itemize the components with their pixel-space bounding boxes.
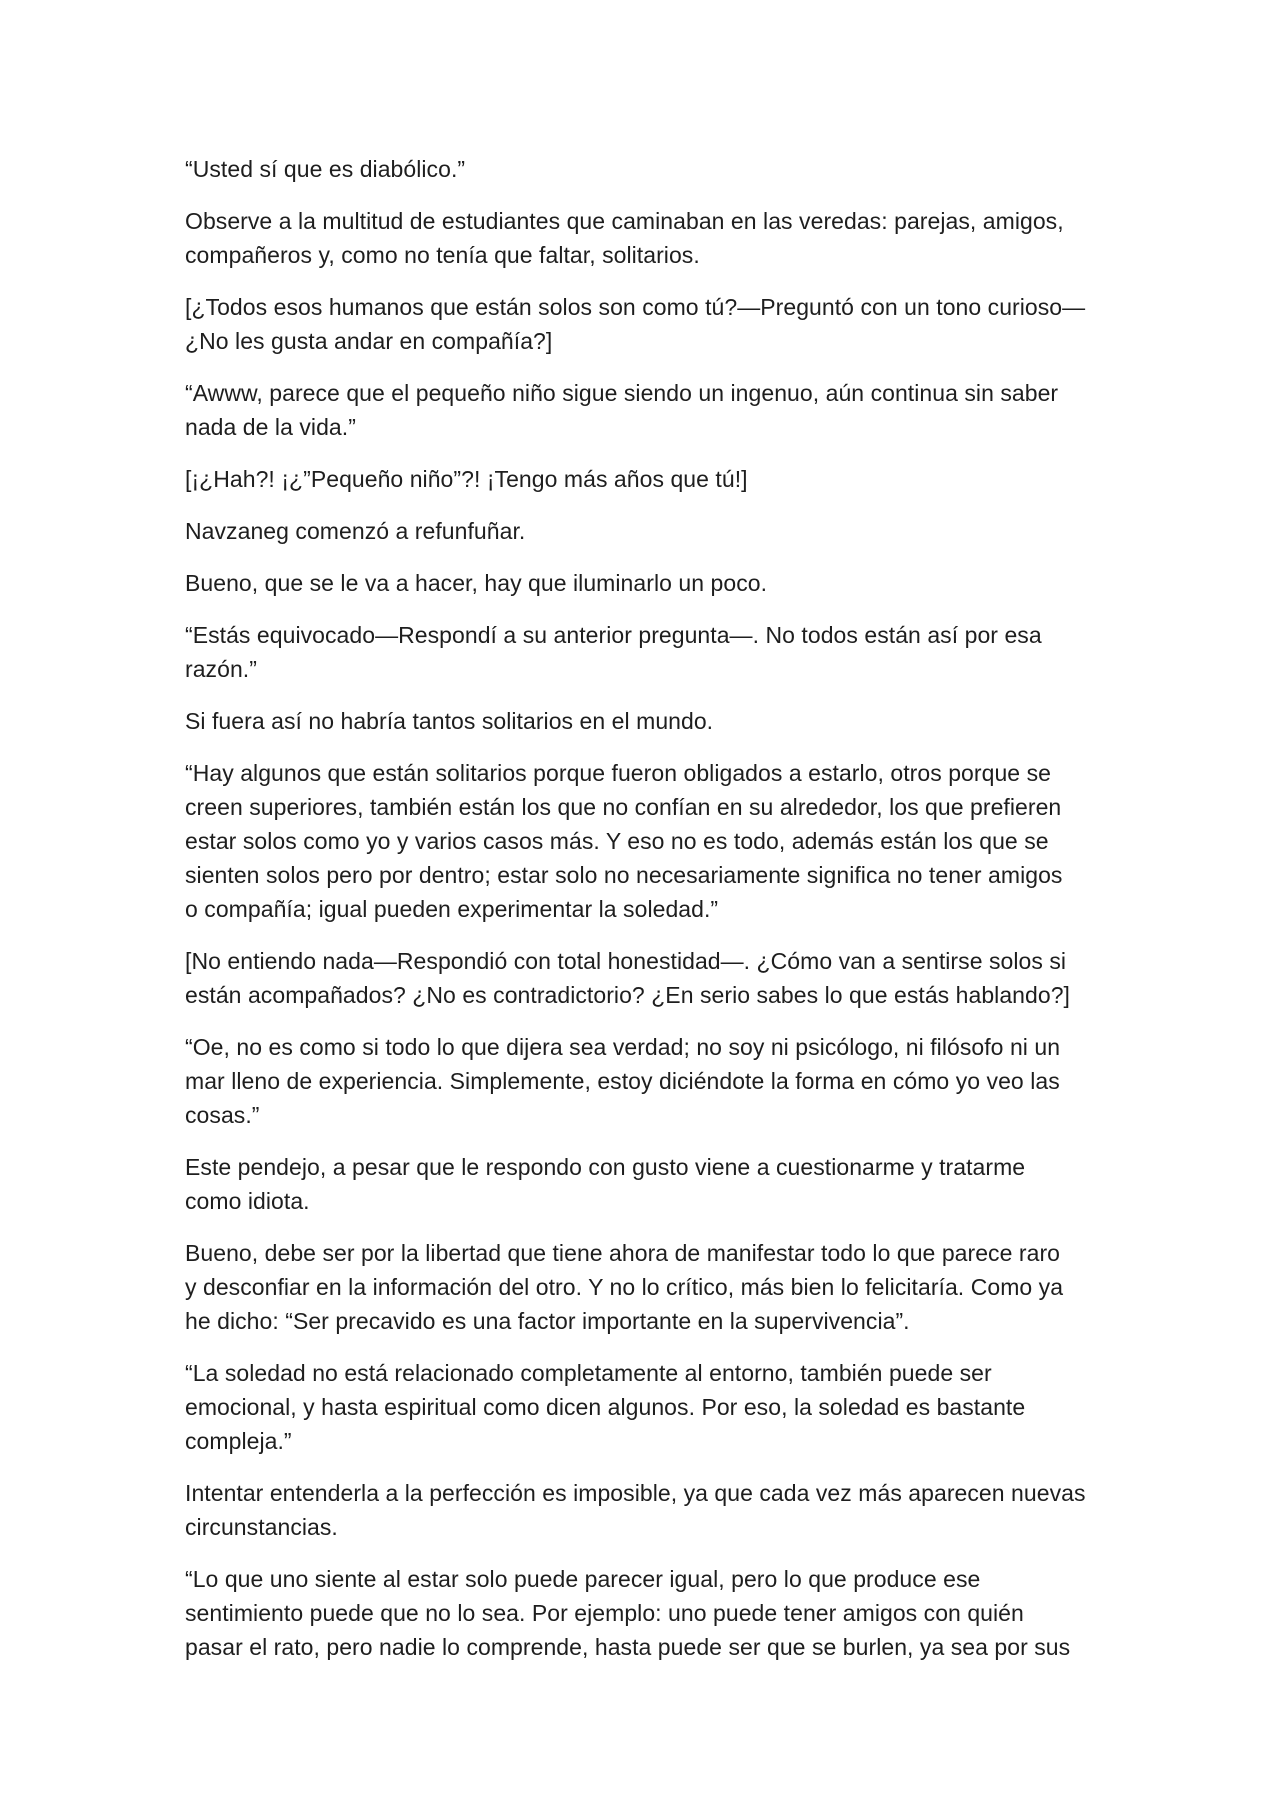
document-body	[185, 152, 1115, 1682]
paragraph: “La soledad no está relacionado completamente al entorno, también puede ser emocional, y hasta espiritual como dicen algunos. Por eso, la soledad es bastante compleja.”	[185, 1360, 1026, 1454]
paragraph: [No entiendo nada—Respondió con total honestidad—. ¿Cómo van a sentirse solos si están acompañados? ¿No es contradictorio? ¿En serio sabes lo que estás hablando?]	[185, 948, 1070, 1008]
paragraph: “Hay algunos que están solitarios porque fueron obligados a estarlo, otros porque se creen superiores, también están los que no confían en su alrededor, los que prefieren estar solos como yo y varios casos más. Y eso no es todo, además están los que se sienten solos pero por dentro; estar solo no necesariamente significa no tener amigos o compañía; igual pueden experimentar la soledad.”	[185, 760, 1063, 922]
paragraph: Bueno, debe ser por la libertad que tiene ahora de manifestar todo lo que parece raro y desconfiar en la información del otro. Y no lo crítico, más bien lo felicitaría. Como ya he dicho: “Ser precavido es una factor importante en la supervivencia”.	[185, 1240, 1064, 1334]
paragraph: [¡¿Hah?! ¡¿”Pequeño niño”?! ¡Tengo más años que tú!]	[185, 466, 748, 492]
paragraph: “Awww, parece que el pequeño niño sigue siendo un ingenuo, aún continua sin saber nada de la vida.”	[185, 380, 1059, 440]
paragraph: Intentar entenderla a la perfección es imposible, ya que cada vez más aparecen nuevas circunstancias.	[185, 1480, 1086, 1540]
paragraph: [¿Todos esos humanos que están solos son como tú?—Preguntó con un tono curioso— ¿No les gusta andar en compañía?]	[185, 294, 1086, 354]
paragraph: Bueno, que se le va a hacer, hay que iluminarlo un poco.	[185, 570, 768, 596]
paragraph: Este pendejo, a pesar que le respondo con gusto viene a cuestionarme y tratarme como idiota.	[185, 1154, 1026, 1214]
paragraph: Si fuera así no habría tantos solitarios en el mundo.	[185, 708, 714, 734]
paragraph: Observe a la multitud de estudiantes que caminaban en las veredas: parejas, amigos, compañeros y, como no tenía que faltar, solitarios.	[185, 208, 1064, 268]
paragraph: “Oe, no es como si todo lo que dijera sea verdad; no soy ni psicólogo, ni filósofo ni un mar lleno de experiencia. Simplemente, estoy diciéndote la forma en cómo yo veo las cosas.”	[185, 1034, 1061, 1128]
paragraph: “Usted sí que es diabólico.”	[185, 156, 466, 182]
paragraph: Navzaneg comenzó a refunfuñar.	[185, 518, 526, 544]
paragraph: “Lo que uno siente al estar solo puede parecer igual, pero lo que produce ese sentimiento puede que no lo sea. Por ejemplo: uno puede tener amigos con quién pasar el rato, pero nadie lo comprende, hasta puede ser que se burlen, ya sea por sus	[185, 1566, 1071, 1660]
paragraph: “Estás equivocado—Respondí a su anterior pregunta—. No todos están así por esa razón.”	[185, 622, 1042, 682]
